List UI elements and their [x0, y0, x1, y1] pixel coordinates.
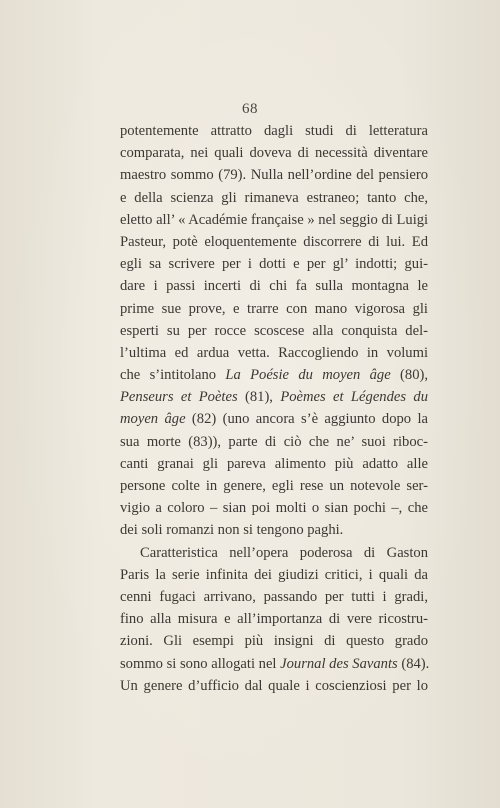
text-segment: Pasteur, potè eloquentemente discorrere di lui. Ed: [120, 233, 428, 250]
italic-title: La Poésie du moyen âge: [225, 367, 391, 384]
text-line: [120, 320, 428, 342]
text-line: [120, 120, 428, 142]
text-line: [120, 142, 428, 164]
body-text: [120, 120, 428, 697]
text-line: [120, 608, 428, 630]
italic-title: Journal des Savants: [280, 655, 398, 672]
text-segment: (82) (uno ancora s’è aggiunto dopo la: [185, 411, 428, 428]
text-line: [120, 630, 428, 652]
text-line: [120, 231, 428, 253]
italic-title: moyen âge: [120, 411, 186, 428]
text-segment: esperti su per rocce scoscese alla conquista del-: [120, 322, 428, 339]
text-line: [120, 475, 428, 497]
text-line: [120, 653, 428, 675]
text-line: [120, 364, 428, 386]
text-line: [120, 298, 428, 320]
text-segment: Un genere d’ufficio dal quale i coscienziosi per lo: [120, 677, 428, 694]
text-segment: canti granai gli pareva alimento più adatto alle: [120, 455, 428, 472]
text-line: [120, 519, 428, 541]
text-segment: eletto all’ « Académie française » nel seggio di Luigi: [120, 211, 429, 228]
text-line: [120, 453, 428, 475]
text-segment: potentemente attratto dagli studi di letteratura: [120, 123, 428, 139]
text-line: [120, 275, 428, 297]
page-number: 68: [242, 101, 258, 117]
text-line: [120, 342, 428, 364]
text-segment: persone colte in genere, egli rese un notevole ser-: [120, 478, 428, 494]
text-segment: maestro sommo (79). Nulla nell’ordine del pensiero: [120, 167, 428, 184]
italic-title: Poèmes et Légendes du: [280, 389, 428, 406]
text-segment: egli sa scrivere per i dotti e per gl’ indotti; gui-: [120, 256, 428, 273]
text-segment: sommo si sono allogati nel: [120, 655, 281, 672]
text-line: [120, 164, 428, 186]
text-line: [120, 675, 428, 697]
text-segment: sua morte (83)), parte di ciò che ne’ suoi riboc-: [120, 433, 428, 450]
italic-title: Penseurs et Poètes: [120, 389, 238, 406]
text-line: [120, 542, 428, 564]
text-segment: (80),: [390, 367, 428, 384]
text-segment: Caratteristica nell’opera poderosa di Gaston: [140, 544, 428, 561]
text-line: [120, 564, 428, 586]
text-segment: dei soli romanzi non si tengono paghi.: [120, 522, 344, 539]
text-segment: cenni fugaci arrivano, passando per tutti i gradi,: [120, 588, 428, 605]
text-line: [120, 253, 428, 275]
text-segment: (84).: [397, 655, 430, 672]
text-segment: fino alla misura e all’importanza di vere ricostru-: [120, 611, 428, 628]
text-segment: vigio a coloro – sian poi molti o sian pochi –, che: [120, 500, 428, 517]
text-line: [120, 497, 428, 519]
text-line: [120, 187, 428, 209]
text-segment: e della scienza gli rimaneva estraneo; tanto che,: [120, 189, 428, 206]
text-segment: dare i passi incerti di chi fa sulla montagna le: [120, 278, 428, 295]
text-segment: l’ultima ed ardua vetta. Raccogliendo in volumi: [120, 344, 428, 361]
text-line: [120, 209, 428, 231]
text-segment: zioni. Gli esempi più insigni di questo grado: [120, 633, 428, 650]
text-line: [120, 386, 428, 408]
text-line: [120, 408, 428, 430]
text-line: [120, 431, 428, 453]
text-segment: che s’intitolano: [120, 367, 226, 384]
text-segment: comparata, nei quali doveva di necessità diventare: [120, 145, 428, 162]
text-segment: prime sue prove, e trarre con mano vigorosa gli: [120, 300, 428, 317]
text-line: [120, 586, 428, 608]
text-segment: (81),: [237, 389, 281, 406]
text-segment: Paris la serie infinita dei giudizi critici, i quali da: [120, 566, 428, 583]
